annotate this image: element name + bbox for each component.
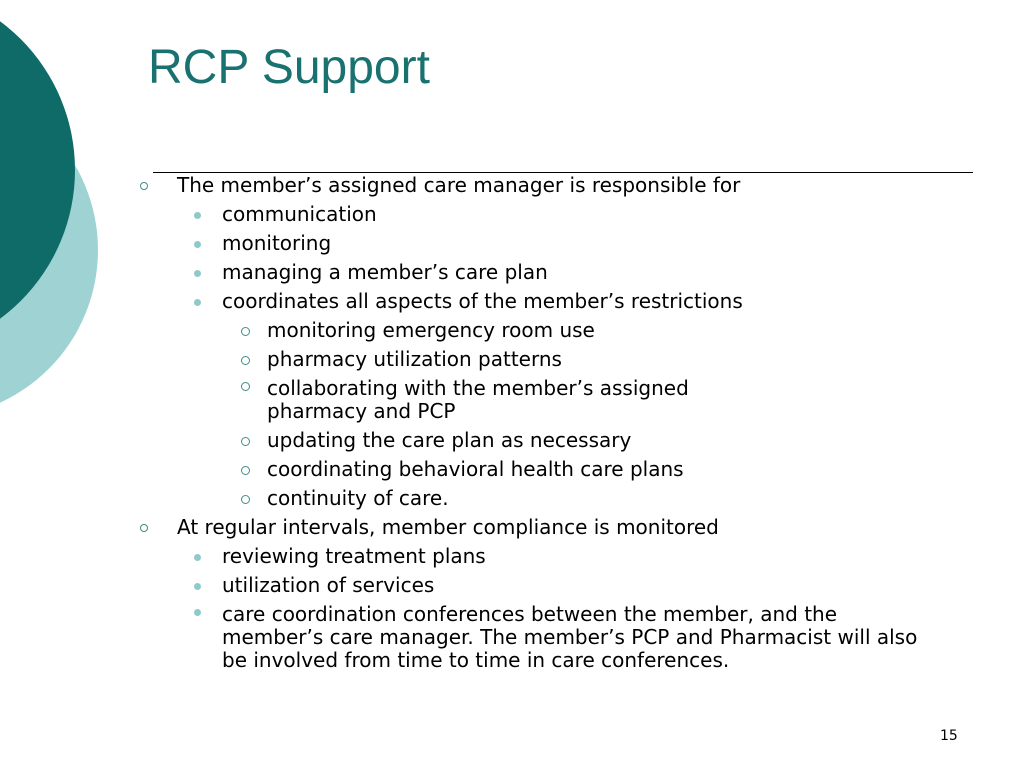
bullet-text: coordinates all aspects of the member’s restrictions — [222, 289, 743, 313]
bullet-text: pharmacy utilization patterns — [267, 347, 562, 371]
bullet-text: communication — [222, 202, 377, 226]
bullet-text: continuity of care. — [267, 486, 449, 510]
hollow-circle-bullet-icon — [241, 495, 250, 504]
bullet-level-3 — [128, 316, 948, 345]
bullet-level-1 — [128, 513, 948, 542]
bullet-level-3 — [128, 426, 948, 455]
bullet-text: monitoring — [222, 231, 332, 255]
bullet-text: care coordination conferences between the member, and the member’s care manager. The member’s PCP and Pharmacist will also be involved from time to time in care conferences. — [222, 602, 918, 672]
bullet-level-3 — [128, 345, 948, 374]
bullet-text: managing a member’s care plan — [222, 260, 548, 284]
bullet-list — [128, 171, 948, 675]
dot-bullet-icon — [194, 554, 201, 561]
bullet-text: monitoring emergency room use — [267, 318, 595, 342]
bullet-text: updating the care plan as necessary — [267, 428, 632, 452]
hollow-circle-bullet-icon — [241, 327, 250, 336]
dot-bullet-icon — [194, 270, 201, 277]
bullet-level-1 — [128, 171, 948, 200]
bullet-level-2 — [128, 258, 948, 287]
hollow-circle-bullet-icon — [140, 182, 148, 190]
bullet-level-3 — [128, 455, 948, 484]
bullet-level-2 — [128, 200, 948, 229]
dot-bullet-icon — [194, 212, 201, 219]
dot-bullet-icon — [194, 241, 201, 248]
bullet-text: utilization of services — [222, 573, 435, 597]
dot-bullet-icon — [194, 583, 201, 590]
hollow-circle-bullet-icon — [241, 356, 250, 365]
bullet-level-2 — [128, 600, 948, 675]
bullet-level-3 — [128, 374, 948, 426]
bullet-text: At regular intervals, member compliance is monitored — [177, 515, 719, 539]
bullet-level-2 — [128, 571, 948, 600]
hollow-circle-bullet-icon — [241, 466, 250, 475]
bullet-text: reviewing treatment plans — [222, 544, 486, 568]
dot-bullet-icon — [194, 609, 201, 616]
bullet-level-2 — [128, 287, 948, 316]
bullet-level-2 — [128, 542, 948, 571]
hollow-circle-bullet-icon — [241, 382, 250, 391]
bullet-content — [128, 171, 948, 675]
bullet-text: The member’s assigned care manager is responsible for — [177, 173, 741, 197]
hollow-circle-bullet-icon — [140, 524, 148, 532]
slide-title: RCP Support — [148, 41, 430, 94]
page-number: 15 — [940, 728, 958, 744]
decorative-circles — [0, 0, 110, 420]
bullet-text: coordinating behavioral health care plans — [267, 457, 684, 481]
bullet-level-2 — [128, 229, 948, 258]
bullet-text: collaborating with the member’s assigned pharmacy and PCP — [267, 376, 689, 423]
dot-bullet-icon — [194, 299, 201, 306]
bullet-level-3 — [128, 484, 948, 513]
hollow-circle-bullet-icon — [241, 437, 250, 446]
